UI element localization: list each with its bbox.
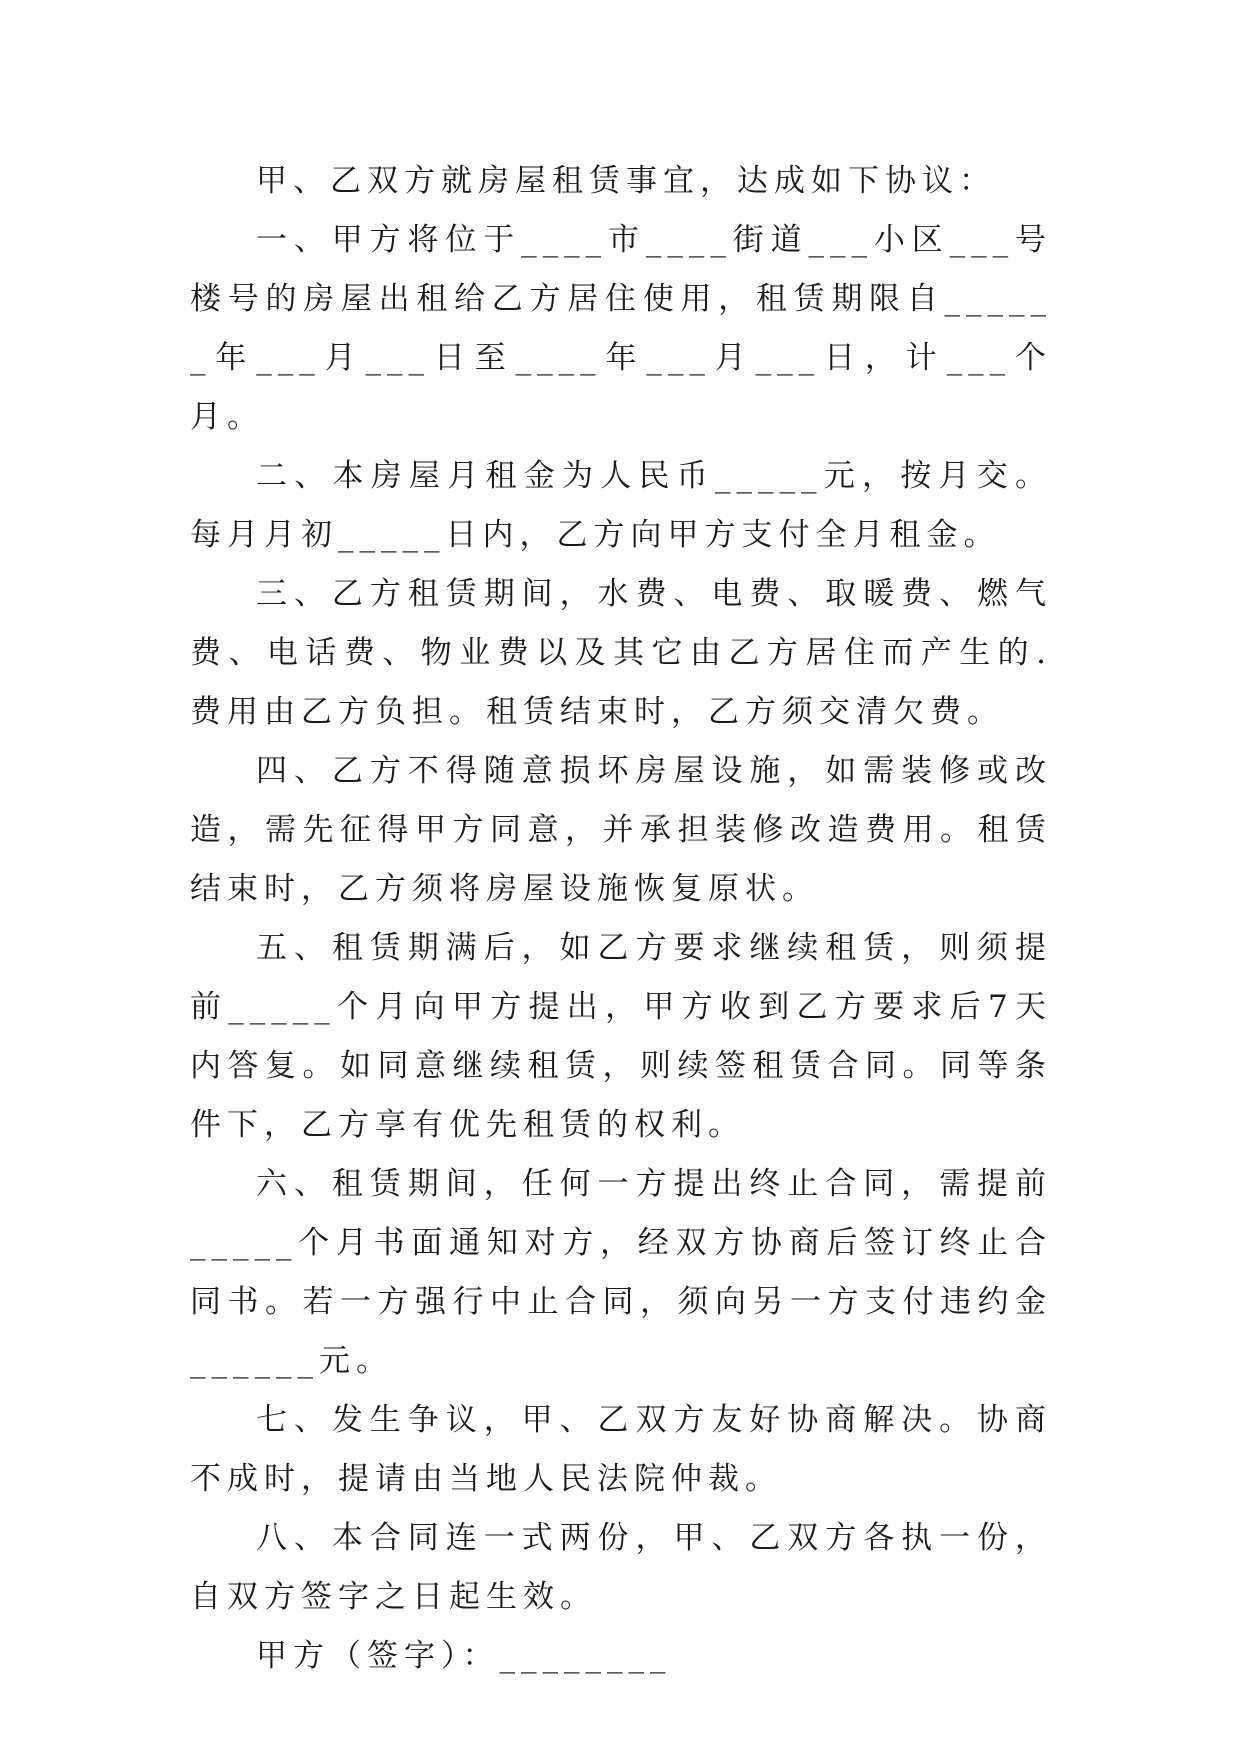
clause-8-effectiveness: 八、本合同连一式两份，甲、乙双方各执一份，自双方签字之日起生效。 [190, 1520, 1052, 1615]
contract-body [190, 152, 1052, 1686]
intro-paragraph: 甲、乙双方就房屋租赁事宜，达成如下协议： [256, 163, 996, 199]
clause-6-termination: 六、租赁期间，任何一方提出终止合同，需提前_____个月书面通知对方，经双方协商后签订终止合同书。若一方强行中止合同，须向另一方支付违约金______元。 [190, 1166, 1052, 1379]
clause-1-premises-and-term: 一、甲方将位于____市____街道___小区___号楼号的房屋出租给乙方居住使用，租赁期限自______年___月___日至____年___月___日，计___个月。 [190, 222, 1052, 435]
clause-3-utilities: 三、乙方租赁期间，水费、电费、取暖费、燃气费、电话费、物业费以及其它由乙方居住而产生的.费用由乙方负担。租赁结束时，乙方须交清欠费。 [190, 576, 1052, 730]
clause-5-renewal: 五、租赁期满后，如乙方要求继续租赁，则须提前_____个月向甲方提出，甲方收到乙方要求后7天内答复。如同意继续租赁，则续签租赁合同。同等条件下，乙方享有优先租赁的权利。 [190, 930, 1052, 1143]
party-a-signature-line: 甲方（签字）：________ [256, 1638, 672, 1674]
clause-2-rent: 二、本房屋月租金为人民币_____元，按月交。每月月初_____日内，乙方向甲方支付全月租金。 [190, 458, 1052, 553]
clause-7-disputes: 七、发生争议，甲、乙双方友好协商解决。协商不成时，提请由当地人民法院仲裁。 [190, 1402, 1052, 1497]
clause-4-facilities: 四、乙方不得随意损坏房屋设施，如需装修或改造，需先征得甲方同意，并承担装修改造费用。租赁结束时，乙方须将房屋设施恢复原状。 [190, 753, 1052, 907]
